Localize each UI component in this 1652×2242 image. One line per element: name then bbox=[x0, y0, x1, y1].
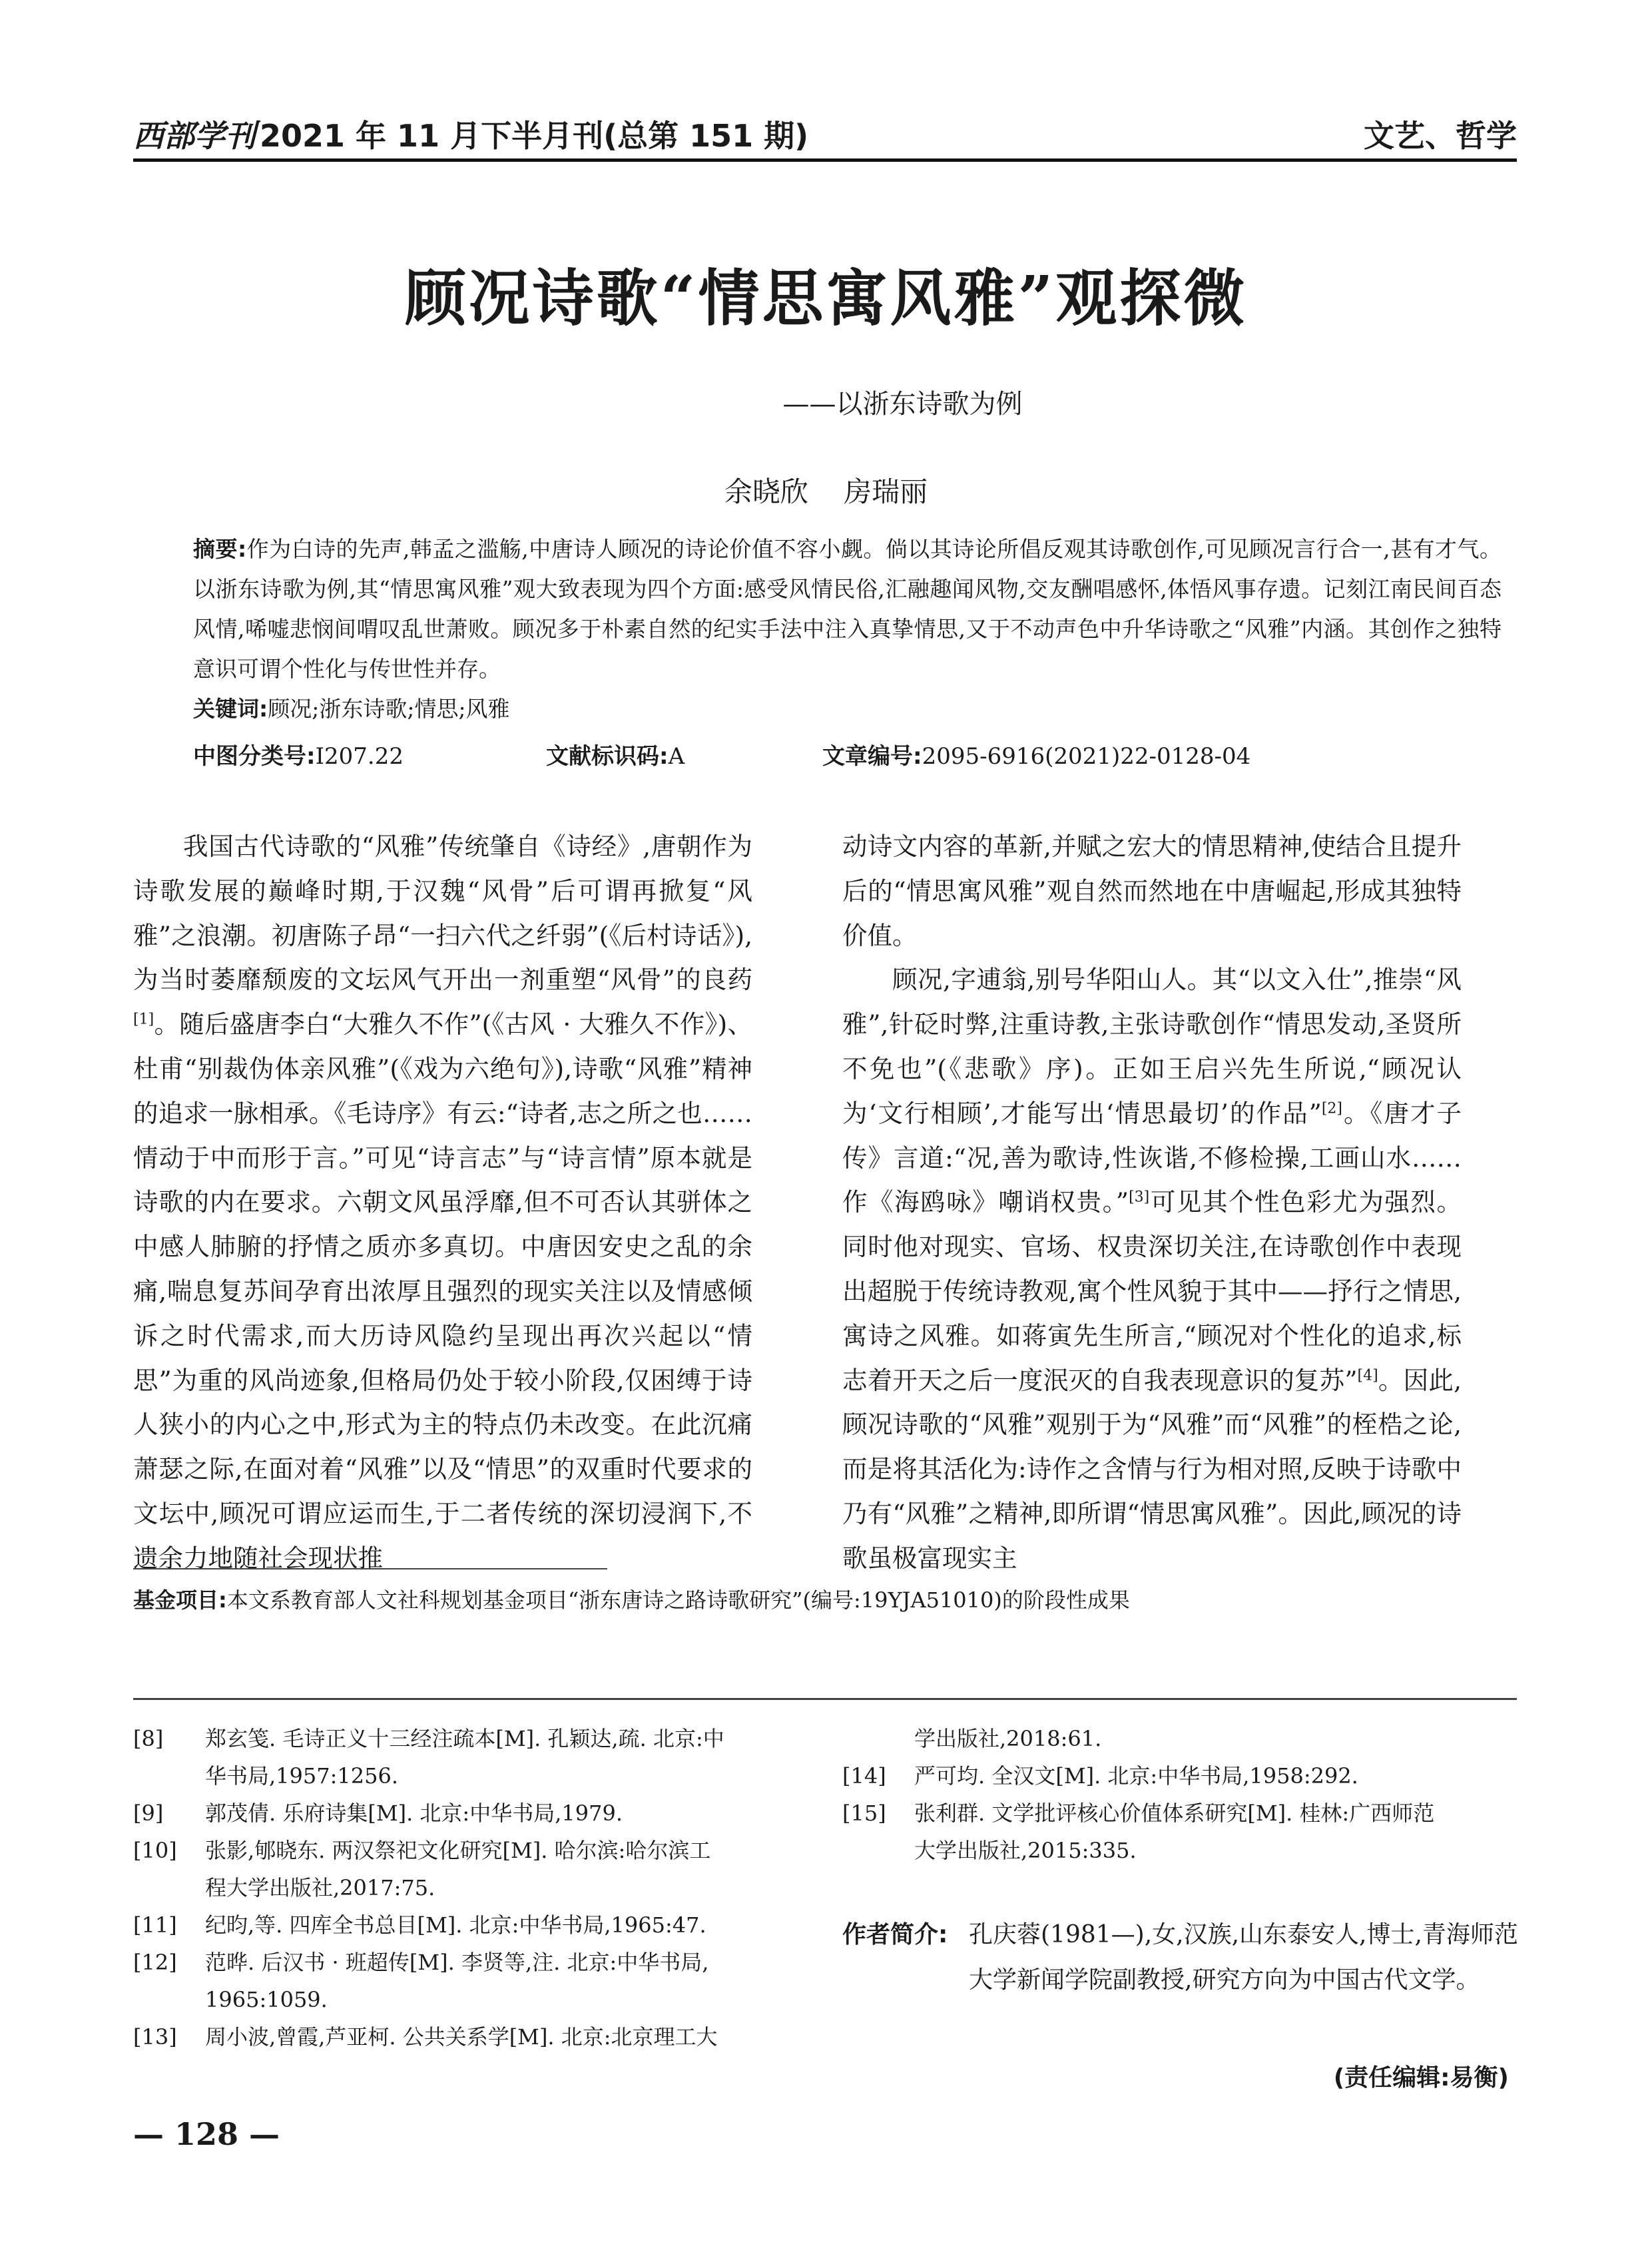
article-number bbox=[822, 738, 1250, 770]
body-paragraph: 动诗文内容的革新,并赋之宏大的情思精神,使结合且提升后的“情思寓风雅”观自然而然地在中唐崛起,形成其独特价值。 bbox=[842, 832, 1462, 950]
responsible-editor: (责任编辑:易衡) bbox=[1333, 2064, 1509, 2092]
section-label: 文艺、哲学 bbox=[1364, 118, 1517, 154]
body-paragraph bbox=[842, 958, 1462, 1580]
reference-item bbox=[133, 1795, 799, 1832]
issue-info: 2021 年 11 月下半月刊(总第 151 期) bbox=[260, 118, 809, 154]
paragraph-text: 我国古代诗歌的“风雅”传统肇自《诗经》,唐朝作为诗歌发展的巅峰时期,于汉魏“风骨”后可谓再掀复“风雅”之浪潮。初唐陈子昂“一扫六代之纤弱”(《后村诗话》),为当时萎靡颓废的文坛风气开出一剂重塑“风骨”的良药 bbox=[133, 832, 752, 995]
fund-note bbox=[133, 1583, 1518, 1614]
page-number: — 128 — bbox=[133, 2116, 280, 2152]
classification-value: I207.22 bbox=[315, 743, 404, 770]
reference-line: 郑玄笺. 毛诗正义十三经注疏本[M]. 孔颖达,疏. 北京:中 bbox=[205, 1726, 724, 1751]
reference-line: 1965:1059. bbox=[205, 1987, 328, 2012]
reference-number: [11] bbox=[133, 1912, 177, 1938]
reference-line: 范晔. 后汉书 · 班超传[M]. 李贤等,注. 北京:中华书局, bbox=[205, 1950, 709, 1975]
body-column-right bbox=[842, 824, 1462, 1581]
reference-item bbox=[133, 2018, 799, 2056]
reference-line: 张利群. 文学批评核心价值体系研究[M]. 桂林:广西师范 bbox=[914, 1801, 1435, 1826]
author-bio bbox=[842, 1912, 1518, 1994]
doc-code-label: 文献标识码: bbox=[546, 743, 669, 770]
citation-marker: [4] bbox=[1357, 1367, 1378, 1384]
reference-item bbox=[842, 1720, 1508, 1757]
reference-line: 张影,郇晓东. 两汉祭祀文化研究[M]. 哈尔滨:哈尔滨工 bbox=[205, 1838, 711, 1863]
abstract bbox=[193, 529, 1502, 689]
journal-logo: 西部学刊 bbox=[133, 118, 256, 154]
reference-line: 严可均. 全汉文[M]. 北京:中华书局,1958:292. bbox=[914, 1763, 1358, 1789]
abstract-block bbox=[193, 529, 1502, 729]
references-right bbox=[842, 1720, 1508, 1869]
reference-number: [10] bbox=[133, 1838, 177, 1863]
article-subtitle: ——以浙东诗歌为例 bbox=[782, 389, 1023, 420]
reference-item bbox=[133, 1832, 799, 1906]
paragraph-text: 顾况,字逋翁,别号华阳山人。其“以文入仕”,推崇“风雅”,针砭时弊,注重诗教,主张诗歌创作“情思发动,圣贤所不免也”(《悲歌》序)。正如王启兴先生所说,“顾况认为‘文行相顾’,才能写出‘情思最切’的作品” bbox=[842, 965, 1462, 1128]
reference-line: 郭茂倩. 乐府诗集[M]. 北京:中华书局,1979. bbox=[205, 1801, 623, 1826]
reference-item bbox=[842, 1795, 1508, 1869]
reference-line: 纪昀,等. 四库全书总目[M]. 北京:中华书局,1965:47. bbox=[205, 1912, 706, 1938]
header-rule bbox=[133, 158, 1517, 162]
reference-number: [12] bbox=[133, 1950, 177, 1975]
reference-item bbox=[842, 1757, 1508, 1795]
reference-number: [9] bbox=[133, 1801, 164, 1826]
classification-label: 中图分类号: bbox=[193, 743, 316, 770]
reference-line: 华书局,1957:1256. bbox=[205, 1763, 399, 1789]
reference-number: [8] bbox=[133, 1726, 164, 1751]
reference-line: 程大学出版社,2017:75. bbox=[205, 1875, 435, 1900]
fund-label: 基金项目: bbox=[133, 1587, 227, 1613]
reference-item bbox=[133, 1944, 799, 2018]
paragraph-text: 。《唐才子传》言道:“况,善为歌诗,性诙谐,不修检操,工画山水……作《海鸥咏》嘲诮权贵。” bbox=[842, 1098, 1462, 1217]
reference-line: 周小波,曾霞,芦亚柯. 公共关系学[M]. 北京:北京理工大 bbox=[205, 2024, 718, 2050]
abstract-text: 作为白诗的先声,韩孟之滥觞,中唐诗人顾况的诗论价值不容小觑。倘以其诗论所倡反观其诗歌创作,可见顾况言行合一,甚有才气。以浙东诗歌为例,其“情思寓风雅”观大致表现为四个方面:感受风情民俗,汇融趣闻风物,交友酬唱感怀,体悟风事存遗。记刻江南民间百态风情,唏嘘悲悯间喟叹乱世萧败。顾况多于朴素自然的纪实手法中注入真挚情思,又于不动声色中升华诗歌之“风雅”内涵。其创作之独特意识可谓个性化与传世性并存。 bbox=[193, 536, 1502, 682]
reference-line: 学出版社,2018:61. bbox=[914, 1726, 1102, 1751]
citation-marker: [1] bbox=[133, 1011, 154, 1028]
footnote-rule bbox=[133, 1568, 607, 1569]
doc-code bbox=[546, 738, 685, 770]
article-number-label: 文章编号: bbox=[822, 743, 922, 770]
article-number-value: 2095-6916(2021)22-0128-04 bbox=[922, 743, 1251, 770]
reference-line: 大学出版社,2015:335. bbox=[914, 1838, 1137, 1863]
doc-code-value: A bbox=[668, 743, 685, 770]
author-bio-text: 孔庆蓉(1981—),女,汉族,山东泰安人,博士,青海师范大学新闻学院副教授,研究方向为中国古代文学。 bbox=[969, 1921, 1518, 1994]
keywords bbox=[193, 689, 1502, 729]
references-left bbox=[133, 1720, 799, 2056]
body-column-left bbox=[133, 824, 752, 1581]
reference-number: [13] bbox=[133, 2024, 177, 2050]
reference-item bbox=[133, 1720, 799, 1795]
fund-text: 本文系教育部人文社科规划基金项目“浙东唐诗之路诗歌研究”(编号:19YJA51010)的阶段性成果 bbox=[226, 1587, 1130, 1613]
references-rule bbox=[133, 1698, 1517, 1700]
paragraph-text: 。因此,顾况诗歌的“风雅”观别于为“风雅”而“风雅”的桎梏之论,而是将其活化为:诗作之含情与行为相对照,反映于诗歌中乃有“风雅”之精神,即所谓“情思寓风雅”。因此,顾况的诗歌虽极富现实主 bbox=[842, 1365, 1462, 1573]
reference-item bbox=[133, 1906, 799, 1944]
reference-number: [14] bbox=[842, 1763, 886, 1789]
classification bbox=[193, 738, 404, 770]
reference-number: [15] bbox=[842, 1801, 886, 1826]
authors: 余晓欣 房瑞丽 bbox=[724, 475, 928, 508]
citation-marker: [3] bbox=[1129, 1189, 1150, 1206]
paragraph-text: 可见其个性色彩尤为强烈。同时他对现实、官场、权贵深切关注,在诗歌创作中表现出超脱于传统诗教观,寓个性风貌于其中——抒行之情思,寓诗之风雅。如蒋寅先生所言,“顾况对个性化的追求,标志着开天之后一度泯灭的自我表现意识的复苏” bbox=[842, 1187, 1462, 1395]
abstract-label: 摘要: bbox=[193, 536, 247, 562]
running-header-left bbox=[133, 112, 808, 156]
citation-marker: [2] bbox=[1321, 1100, 1342, 1117]
body-paragraph bbox=[133, 824, 752, 1581]
paragraph-text: 。随后盛唐李白“大雅久不作”(《古风 · 大雅久不作》)、杜甫“别裁伪体亲风雅”(《戏为六绝句》),诗歌“风雅”精神的追求一脉相承。《毛诗序》有云:“诗者,志之所之也……情动于中而形于言。”可见“诗言志”与“诗言情”原本就是诗歌的内在要求。六朝文风虽浮靡,但不可否认其骈体之中感人肺腑的抒情之质亦多真切。中唐因安史之乱的余痛,喘息复苏间孕育出浓厚且强烈的现实关注以及情感倾诉之时代需求,而大历诗风隐约呈现出再次兴起以“情思”为重的风尚迹象,但格局仍处于较小阶段,仅困缚于诗人狭小的内心之中,形式为主的特点仍未改变。在此沉痛萧瑟之际,在面对着“风雅”以及“情思”的双重时代要求的文坛中,顾况可谓应运而生,于二者传统的深切浸润下,不遗余力地随社会现状推 bbox=[133, 1009, 752, 1573]
keywords-label: 关键词: bbox=[193, 696, 268, 722]
author-bio-label: 作者简介: bbox=[842, 1921, 948, 1948]
keywords-text: 顾况;浙东诗歌;情思;风雅 bbox=[268, 696, 510, 722]
article-title: 顾况诗歌“情思寓风雅”观探微 bbox=[404, 262, 1248, 334]
